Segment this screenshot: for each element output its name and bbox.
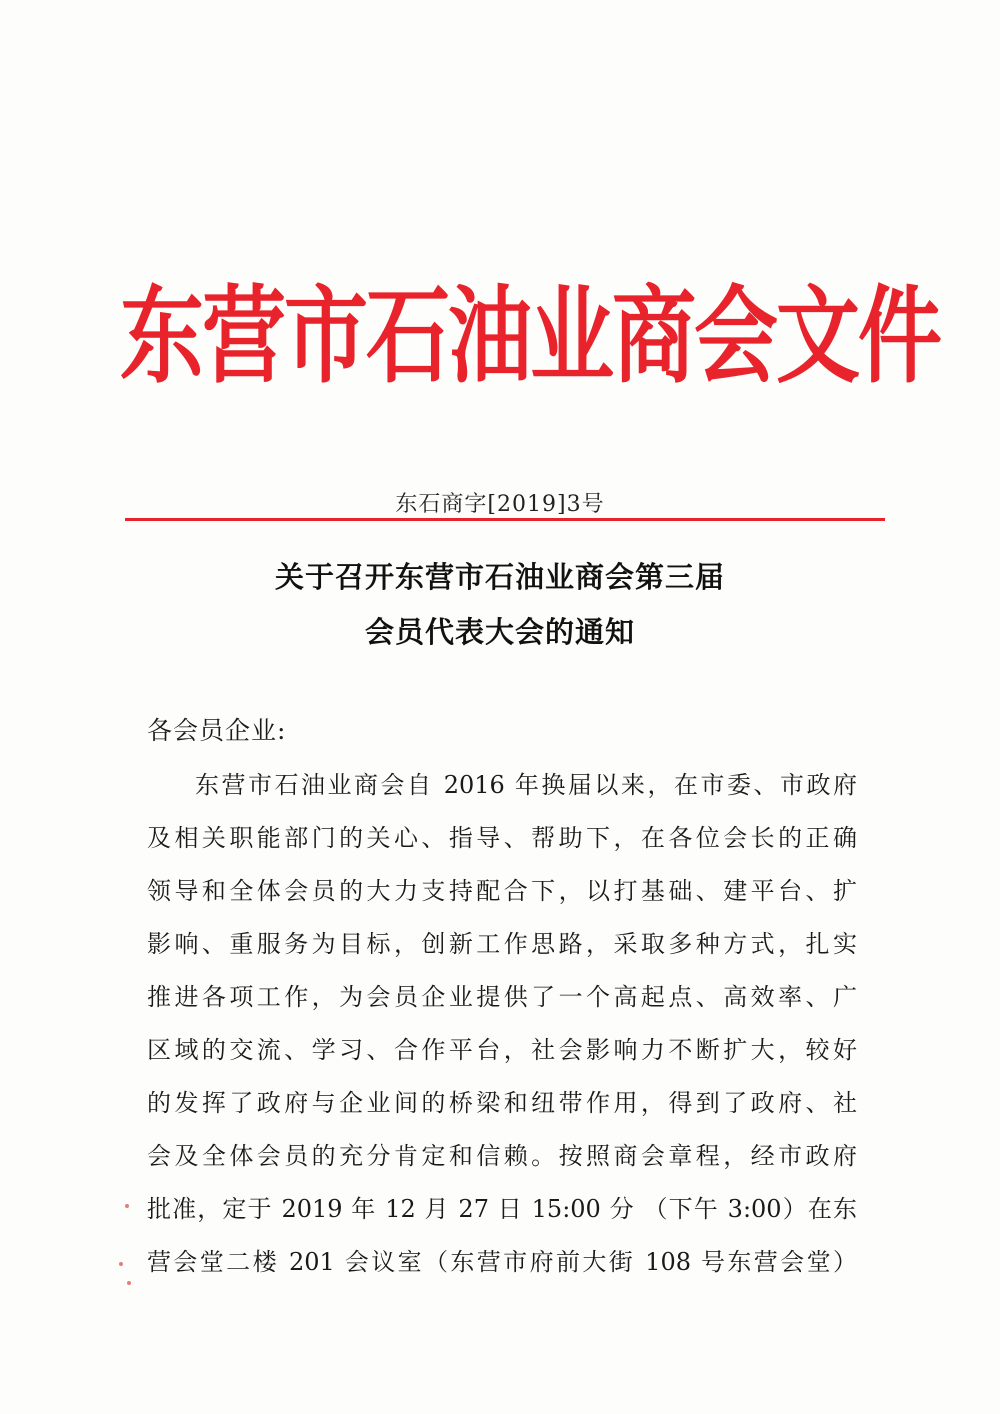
document-masthead: 东营市石油业商会文件: [120, 273, 941, 398]
scan-speck: [127, 1281, 131, 1285]
body-line: 及相关职能部门的关心、指导、帮助下，在各位会长的正确: [147, 824, 857, 852]
body-line: 会及全体会员的充分肯定和信赖。按照商会章程，经市政府: [147, 1142, 857, 1170]
scan-speck: [125, 1204, 129, 1208]
body-line: 营会堂二楼 201 会议室（东营市府前大街 108 号东营会堂）: [147, 1248, 857, 1276]
body-line: 领导和全体会员的大力支持配合下，以打基础、建平台、扩: [147, 877, 857, 905]
body-line: 批准，定于 2019 年 12 月 27 日 15:00 分 （下午 3:00）在东: [147, 1195, 857, 1223]
notice-title-line-2: 会员代表大会的通知: [364, 615, 635, 649]
scan-speck: [119, 1262, 123, 1266]
document-number: 东石商字[2019]3号: [395, 492, 605, 517]
body-line: 影响、重服务为目标，创新工作思路，采取多种方式，扎实: [147, 930, 857, 958]
notice-title-line-1: 关于召开东营市石油业商会第三届: [274, 560, 725, 594]
body-line: 东营市石油业商会自 2016 年换届以来，在市委、市政府: [195, 771, 857, 799]
body-line: 推进各项工作，为会员企业提供了一个高起点、高效率、广: [147, 983, 857, 1011]
body-line: 的发挥了政府与企业间的桥梁和纽带作用，得到了政府、社: [147, 1089, 857, 1117]
salutation: 各会员企业:: [147, 716, 287, 745]
red-divider-line: [125, 518, 885, 521]
body-line: 区域的交流、学习、合作平台，社会影响力不断扩大，较好: [147, 1036, 857, 1064]
